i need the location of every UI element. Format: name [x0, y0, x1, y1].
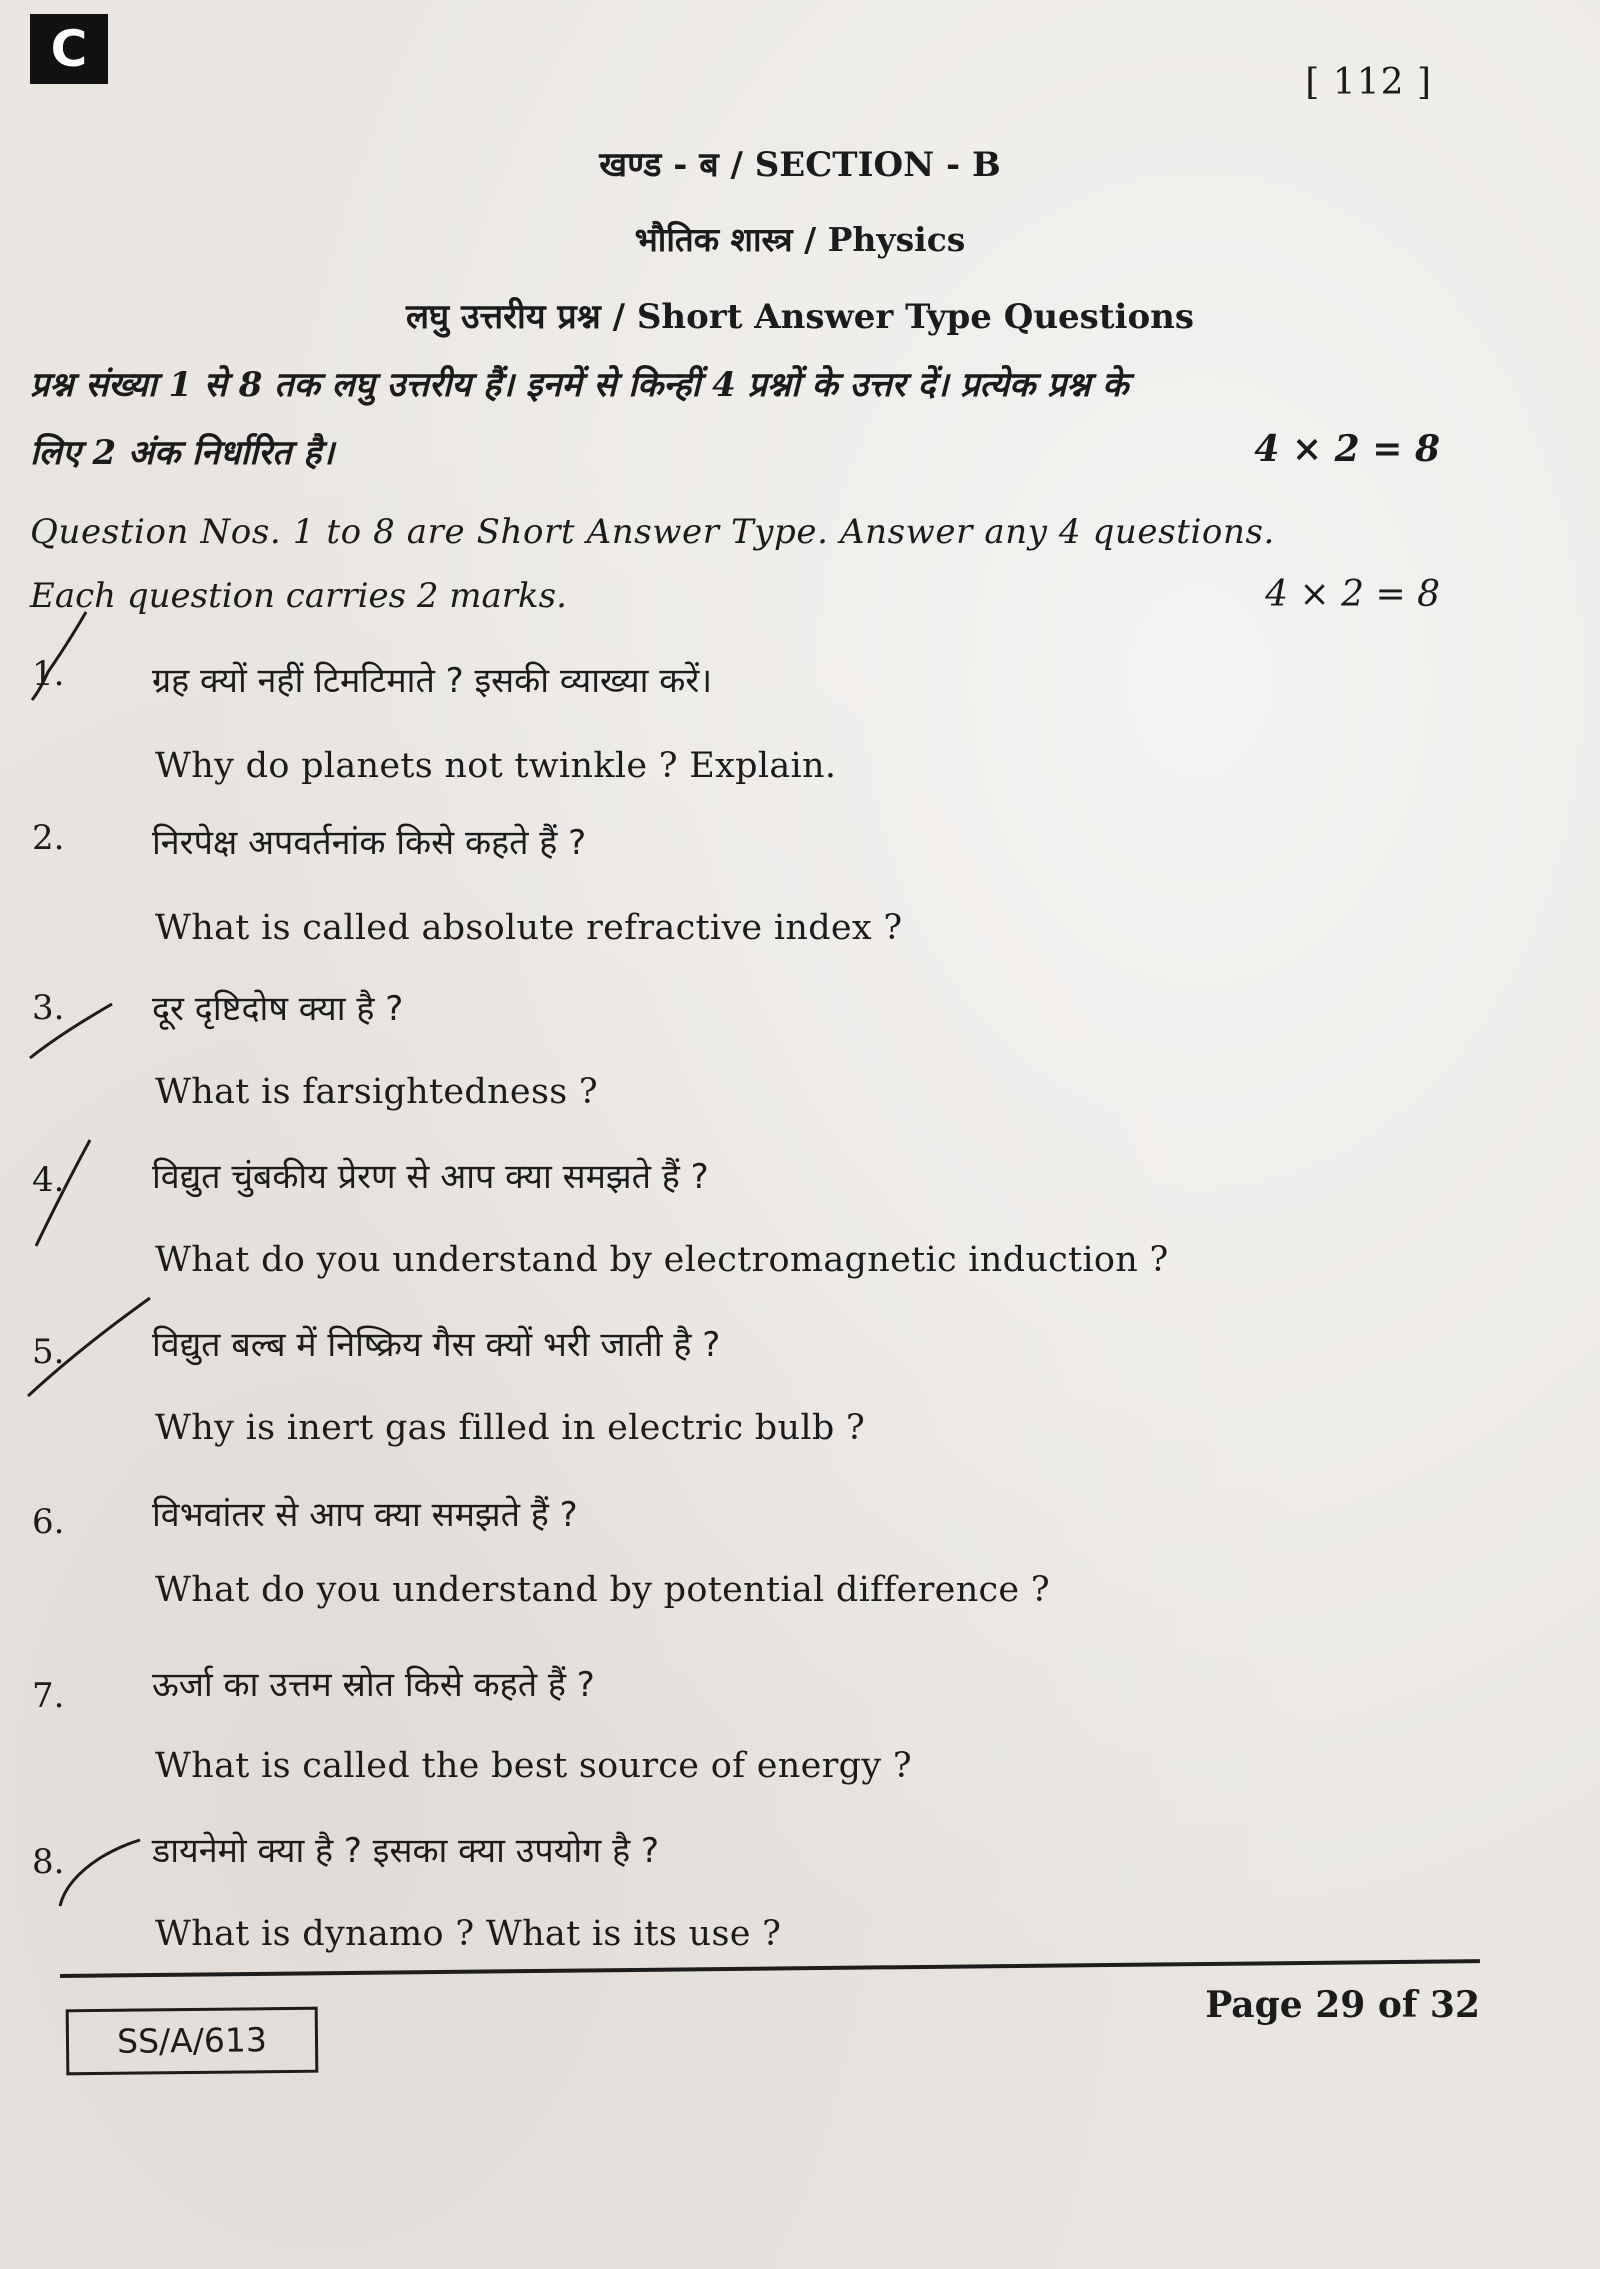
- question-8-english: What is dynamo ? What is its use ?: [155, 1914, 782, 1954]
- question-7-english: What is called the best source of energy ?: [155, 1746, 912, 1786]
- instructions-hindi-line-1: प्रश्न संख्या 1 से 8 तक लघु उत्तरीय हैं। इनमें से किन्हीं 4 प्रश्नों के उत्तर दें। प्रत्येक प्रश्न के: [30, 365, 1129, 405]
- question-6-number: 6.: [32, 1502, 65, 1542]
- marks-hindi: 4 × 2 = 8: [1254, 428, 1440, 470]
- section-heading: खण्ड - ब / SECTION - B: [599, 145, 1001, 185]
- question-4-english: What do you understand by electromagnetic induction ?: [155, 1240, 1169, 1280]
- question-8-number: 8.: [32, 1842, 65, 1882]
- question-type-heading: लघु उत्तरीय प्रश्न / Short Answer Type Questions: [406, 297, 1194, 337]
- instructions-english-line-2: Each question carries 2 marks.: [30, 576, 567, 616]
- question-8-hindi: डायनेमो क्या है ? इसका क्या उपयोग है ?: [152, 1831, 660, 1871]
- question-7-number: 7.: [32, 1676, 65, 1716]
- question-2-hindi: निरपेक्ष अपवर्तनांक किसे कहते हैं ?: [152, 823, 587, 863]
- tick-mark-5: [28, 1298, 150, 1396]
- question-2-english: What is called absolute refractive index ?: [155, 908, 903, 948]
- question-3-number: 3.: [32, 988, 65, 1028]
- tick-mark-4: [36, 1140, 90, 1246]
- page-number: Page 29 of 32: [1205, 1984, 1480, 2026]
- question-6-hindi: विभवांतर से आप क्या समझते हैं ?: [152, 1495, 578, 1535]
- question-4-hindi: विद्युत चुंबकीय प्रेरण से आप क्या समझते हैं ?: [152, 1157, 709, 1197]
- question-3-english: What is farsightedness ?: [155, 1072, 598, 1112]
- instructions-english-line-1: Question Nos. 1 to 8 are Short Answer Type. Answer any 4 questions.: [30, 512, 1275, 552]
- question-7-hindi: ऊर्जा का उत्तम स्रोत किसे कहते हैं ?: [152, 1665, 595, 1705]
- question-3-hindi: दूर दृष्टिदोष क्या है ?: [152, 989, 404, 1029]
- marks-english: 4 × 2 = 8: [1265, 574, 1440, 615]
- tick-mark-1: [32, 612, 86, 700]
- question-2-number: 2.: [32, 818, 65, 858]
- page-code: [ 112 ]: [1305, 62, 1432, 103]
- question-5-hindi: विद्युत बल्ब में निष्क्रिय गैस क्यों भरी जाती है ?: [152, 1325, 721, 1365]
- instructions-hindi-line-2: लिए 2 अंक निर्धारित है।: [30, 433, 335, 473]
- subject-heading: भौतिक शास्त्र / Physics: [634, 220, 966, 259]
- tick-mark-8: [60, 1840, 140, 1906]
- set-badge: C: [30, 14, 108, 84]
- question-1-hindi: ग्रह क्यों नहीं टिमटिमाते ? इसकी व्याख्या करें।: [152, 661, 713, 701]
- question-4-number: 4.: [32, 1160, 65, 1200]
- question-1-number: 1.: [32, 654, 65, 694]
- question-1-english: Why do planets not twinkle ? Explain.: [155, 746, 837, 786]
- paper-code-box: SS/A/613: [66, 2007, 319, 2076]
- question-5-english: Why is inert gas filled in electric bulb ?: [155, 1408, 866, 1448]
- tick-mark-3: [30, 1004, 112, 1058]
- question-5-number: 5.: [32, 1332, 65, 1372]
- question-6-english: What do you understand by potential difference ?: [155, 1570, 1050, 1610]
